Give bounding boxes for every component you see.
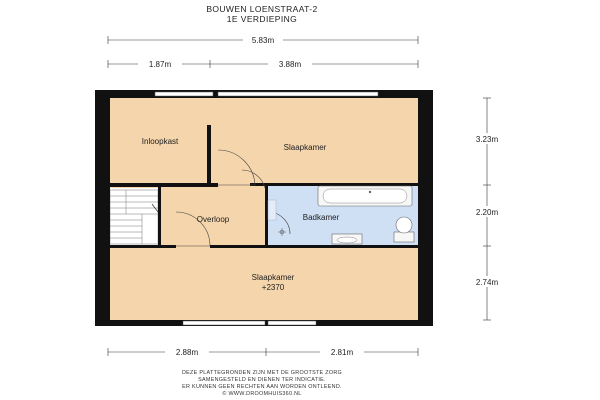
floor-level-label: 1E VERDIEPING	[226, 14, 298, 24]
stairwell	[108, 188, 160, 246]
room-height-label: +2370	[261, 283, 285, 292]
wall-landing-top-right	[250, 183, 418, 186]
room-label-overloop: Overloop	[196, 215, 230, 224]
room-label-inloopkast: Inloopkast	[141, 137, 179, 146]
wall-left	[95, 90, 110, 326]
dimension-top-total	[108, 34, 418, 45]
disclaimer-line-4: © WWW.DROOMHUIS360.NL	[222, 391, 302, 397]
dimension-top-split	[108, 58, 418, 69]
dimension-top-left-label: 1.87m	[148, 60, 172, 69]
wall-bottom-room-left	[108, 245, 176, 248]
window-top-left	[155, 92, 213, 96]
wall-bathroom	[265, 186, 268, 246]
dimension-right-top-label: 3.23m	[475, 135, 499, 144]
disclaimer-line-1: DEZE PLATTEGRONDEN ZIJN MET DE GROOTSTE ZORG	[181, 370, 343, 376]
bathroom-cabinet	[268, 200, 276, 220]
room-label-slaapkamer-top: Slaapkamer	[283, 143, 327, 152]
dimension-right-middle-label: 2.20m	[475, 208, 499, 217]
window-bottom-left	[183, 321, 265, 325]
dimension-right	[466, 98, 508, 320]
dimension-right-bottom-label: 2.74m	[475, 278, 499, 287]
disclaimer-line-3: ER KUNNEN GEEN RECHTEN AAN WORDEN ONTLEEND.	[182, 384, 342, 390]
wall-landing-top-left	[108, 183, 218, 187]
room-label-badkamer: Badkamer	[302, 213, 340, 222]
wall-bottom-room-right	[210, 245, 418, 248]
wall-right	[418, 90, 433, 326]
room-label-slaapkamer-bottom: Slaapkamer	[251, 273, 295, 282]
plan-title: BOUWEN LOENSTRAAT-2	[206, 4, 318, 14]
disclaimer-line-2: SAMENGESTELD EN DIENEN TER INDICATIE.	[198, 377, 326, 383]
dimension-bottom	[108, 346, 418, 357]
window-bottom-right	[268, 321, 316, 325]
dimension-bottom-right-label: 2.81m	[330, 348, 354, 357]
wall-closet	[207, 125, 211, 185]
sink	[332, 234, 362, 244]
wall-stair	[158, 187, 161, 247]
dimension-top-total-label: 5.83m	[251, 36, 275, 45]
window-top-right	[218, 92, 378, 96]
dimension-top-right-label: 3.88m	[278, 60, 302, 69]
dimension-bottom-left-label: 2.88m	[175, 348, 199, 357]
bathtub	[318, 186, 412, 206]
